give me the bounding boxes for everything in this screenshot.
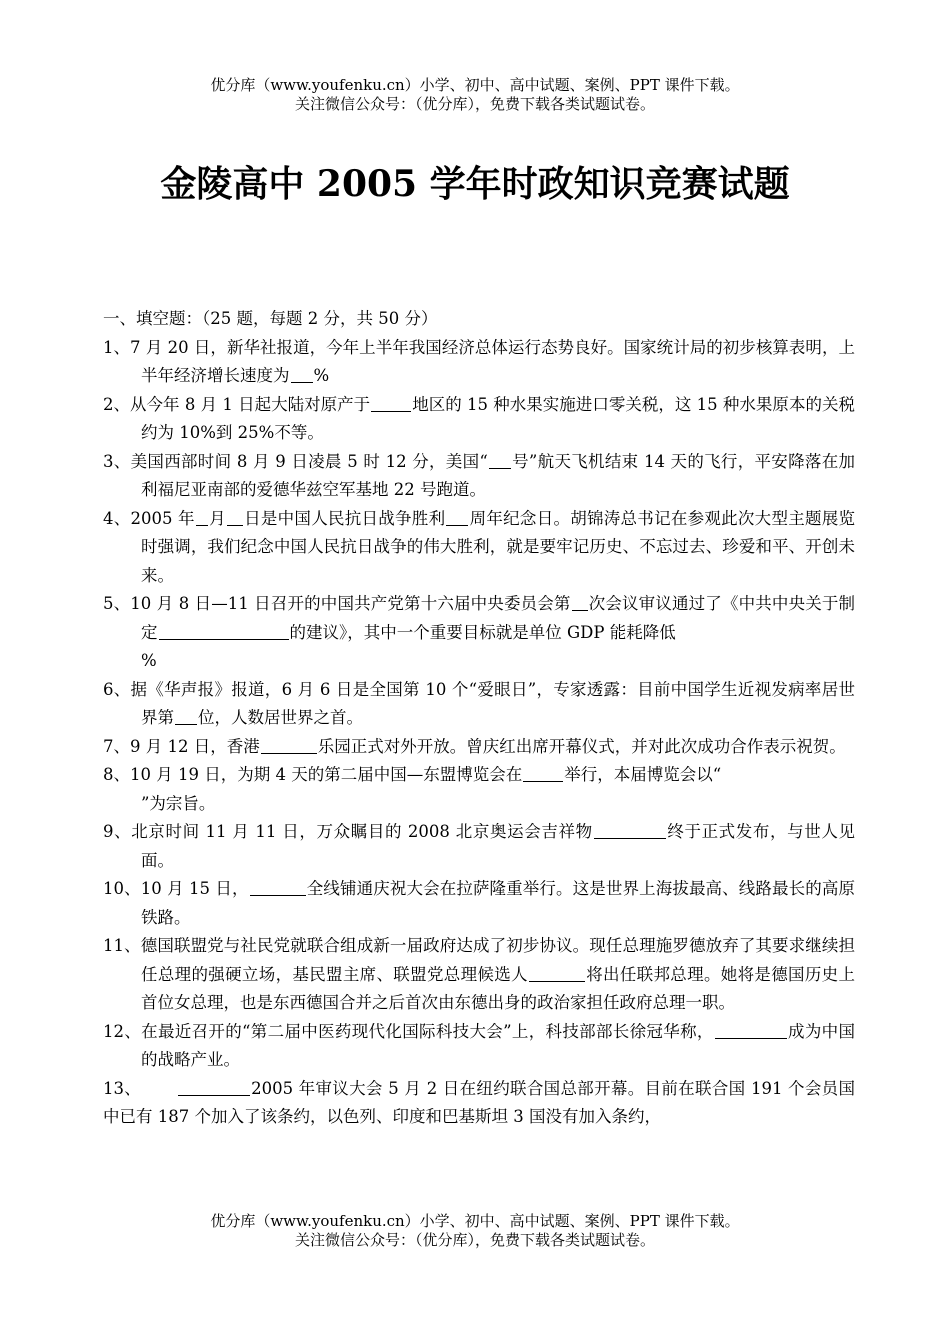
answer-blank[interactable] <box>715 1019 787 1039</box>
question-2: 2、从今年 8 月 1 日起大陆对原产于 地区的 15 种水果实施进口零关税，这 15 种水果原本的关税约为 10%到 25%不等。 <box>103 391 855 448</box>
answer-blank[interactable] <box>291 363 313 383</box>
answer-blank[interactable] <box>261 734 317 754</box>
answer-blank[interactable] <box>523 762 563 782</box>
answer-blank[interactable] <box>529 962 585 982</box>
question-13: 13、 2005 年审议大会 5 月 2 日在纽约联合国总部开幕。目前在联合国 191 个会员国中已有 187 个加入了该条约，以色列、印度和巴基斯坦 3 国没有加入条约， <box>103 1075 855 1132</box>
question-1: 1、7 月 20 日，新华社报道，今年上半年我国经济总体运行态势良好。国家统计局的初步核算表明，上半年经济增长速度为 % <box>103 337 855 385</box>
header-line-2: 关注微信公众号：（优分库），免费下载各类试题试卷。 <box>294 95 655 113</box>
page-header <box>0 76 950 114</box>
question-11: 11、德国联盟党与社民党就联合组成新一届政府达成了初步协议。现任总理施罗德放弃了其要求继续担任总理的强硬立场，基民盟主席、联盟党总理候选人 将出任联邦总理。她将是德国历史上首位女总理，也是东西德国合并之后首次由东德出身的政治家担任政府总理一职。 <box>103 936 856 1012</box>
section-heading: 一、填空题：（25 题，每题 2 分，共 50 分） <box>103 309 438 328</box>
document-title: 金陵高中 2005 学年时政知识竞赛试题 <box>160 163 790 205</box>
answer-blank[interactable] <box>489 449 511 469</box>
question-7: 7、9 月 12 日，香港 乐园正式对外开放。曾庆红出席开幕仪式，并对此次成功合作表示祝贺。 <box>103 733 855 762</box>
page-footer <box>0 1212 950 1250</box>
answer-blank[interactable] <box>446 506 468 526</box>
answer-blank[interactable] <box>178 1076 250 1096</box>
answer-blank[interactable] <box>159 620 289 640</box>
answer-blank[interactable] <box>196 506 208 526</box>
question-12: 12、在最近召开的“第二届中医药现代化国际科技大会”上，科技部部长徐冠华称， 成为中国的战略产业。 <box>103 1018 855 1075</box>
answer-blank[interactable] <box>250 876 306 896</box>
answer-blank[interactable] <box>572 591 588 611</box>
footer-line-2: 关注微信公众号：（优分库），免费下载各类试题试卷。 <box>294 1231 655 1249</box>
question-5: 5、10 月 8 日—11 日召开的中国共产党第十六届中央委员会第 次会议审议通过了《中共中央关于制定 的建议》，其中一个重要目标就是单位 GDP 能耗降低 % <box>103 590 855 676</box>
answer-blank[interactable] <box>371 392 411 412</box>
question-4: 4、2005 年 月 日是中国人民抗日战争胜利 周年纪念日。胡锦涛总书记在参观此次大型主题展览时强调，我们纪念中国人民抗日战争的伟大胜利，就是要牢记历史、不忘过去、珍爱和平、开创未来。 <box>103 505 855 591</box>
footer-line-1: 优分库（www.youfenku.cn）小学、初中、高中试题、案例、PPT 课件下载。 <box>210 1212 740 1230</box>
question-8: 8、10 月 19 日，为期 4 天的第二届中国—东盟博览会在 举行，本届博览会以“ ”为宗旨。 <box>103 761 855 818</box>
exam-content <box>103 305 855 1132</box>
answer-blank[interactable] <box>227 506 243 526</box>
answer-blank[interactable] <box>594 819 666 839</box>
header-line-1: 优分库（www.youfenku.cn）小学、初中、高中试题、案例、PPT 课件下载。 <box>210 76 740 94</box>
question-3: 3、美国西部时间 8 月 9 日凌晨 5 时 12 分，美国“ 号”航天飞机结束 14 天的飞行，平安降落在加利福尼亚南部的爱德华兹空军基地 22 号跑道。 <box>103 448 855 505</box>
question-9: 9、北京时间 11 月 11 日，万众瞩目的 2008 北京奥运会吉祥物 终于正式发布，与世人见面。 <box>103 818 855 875</box>
answer-blank[interactable] <box>175 705 197 725</box>
question-6: 6、据《华声报》报道，6 月 6 日是全国第 10 个“爱眼日”，专家透露：目前中国学生近视发病率居世界第 位，人数居世界之首。 <box>103 679 855 727</box>
question-10: 10、10 月 15 日， 全线铺通庆祝大会在拉萨隆重举行。这是世界上海拔最高、线路最长的高原铁路。 <box>103 875 855 932</box>
